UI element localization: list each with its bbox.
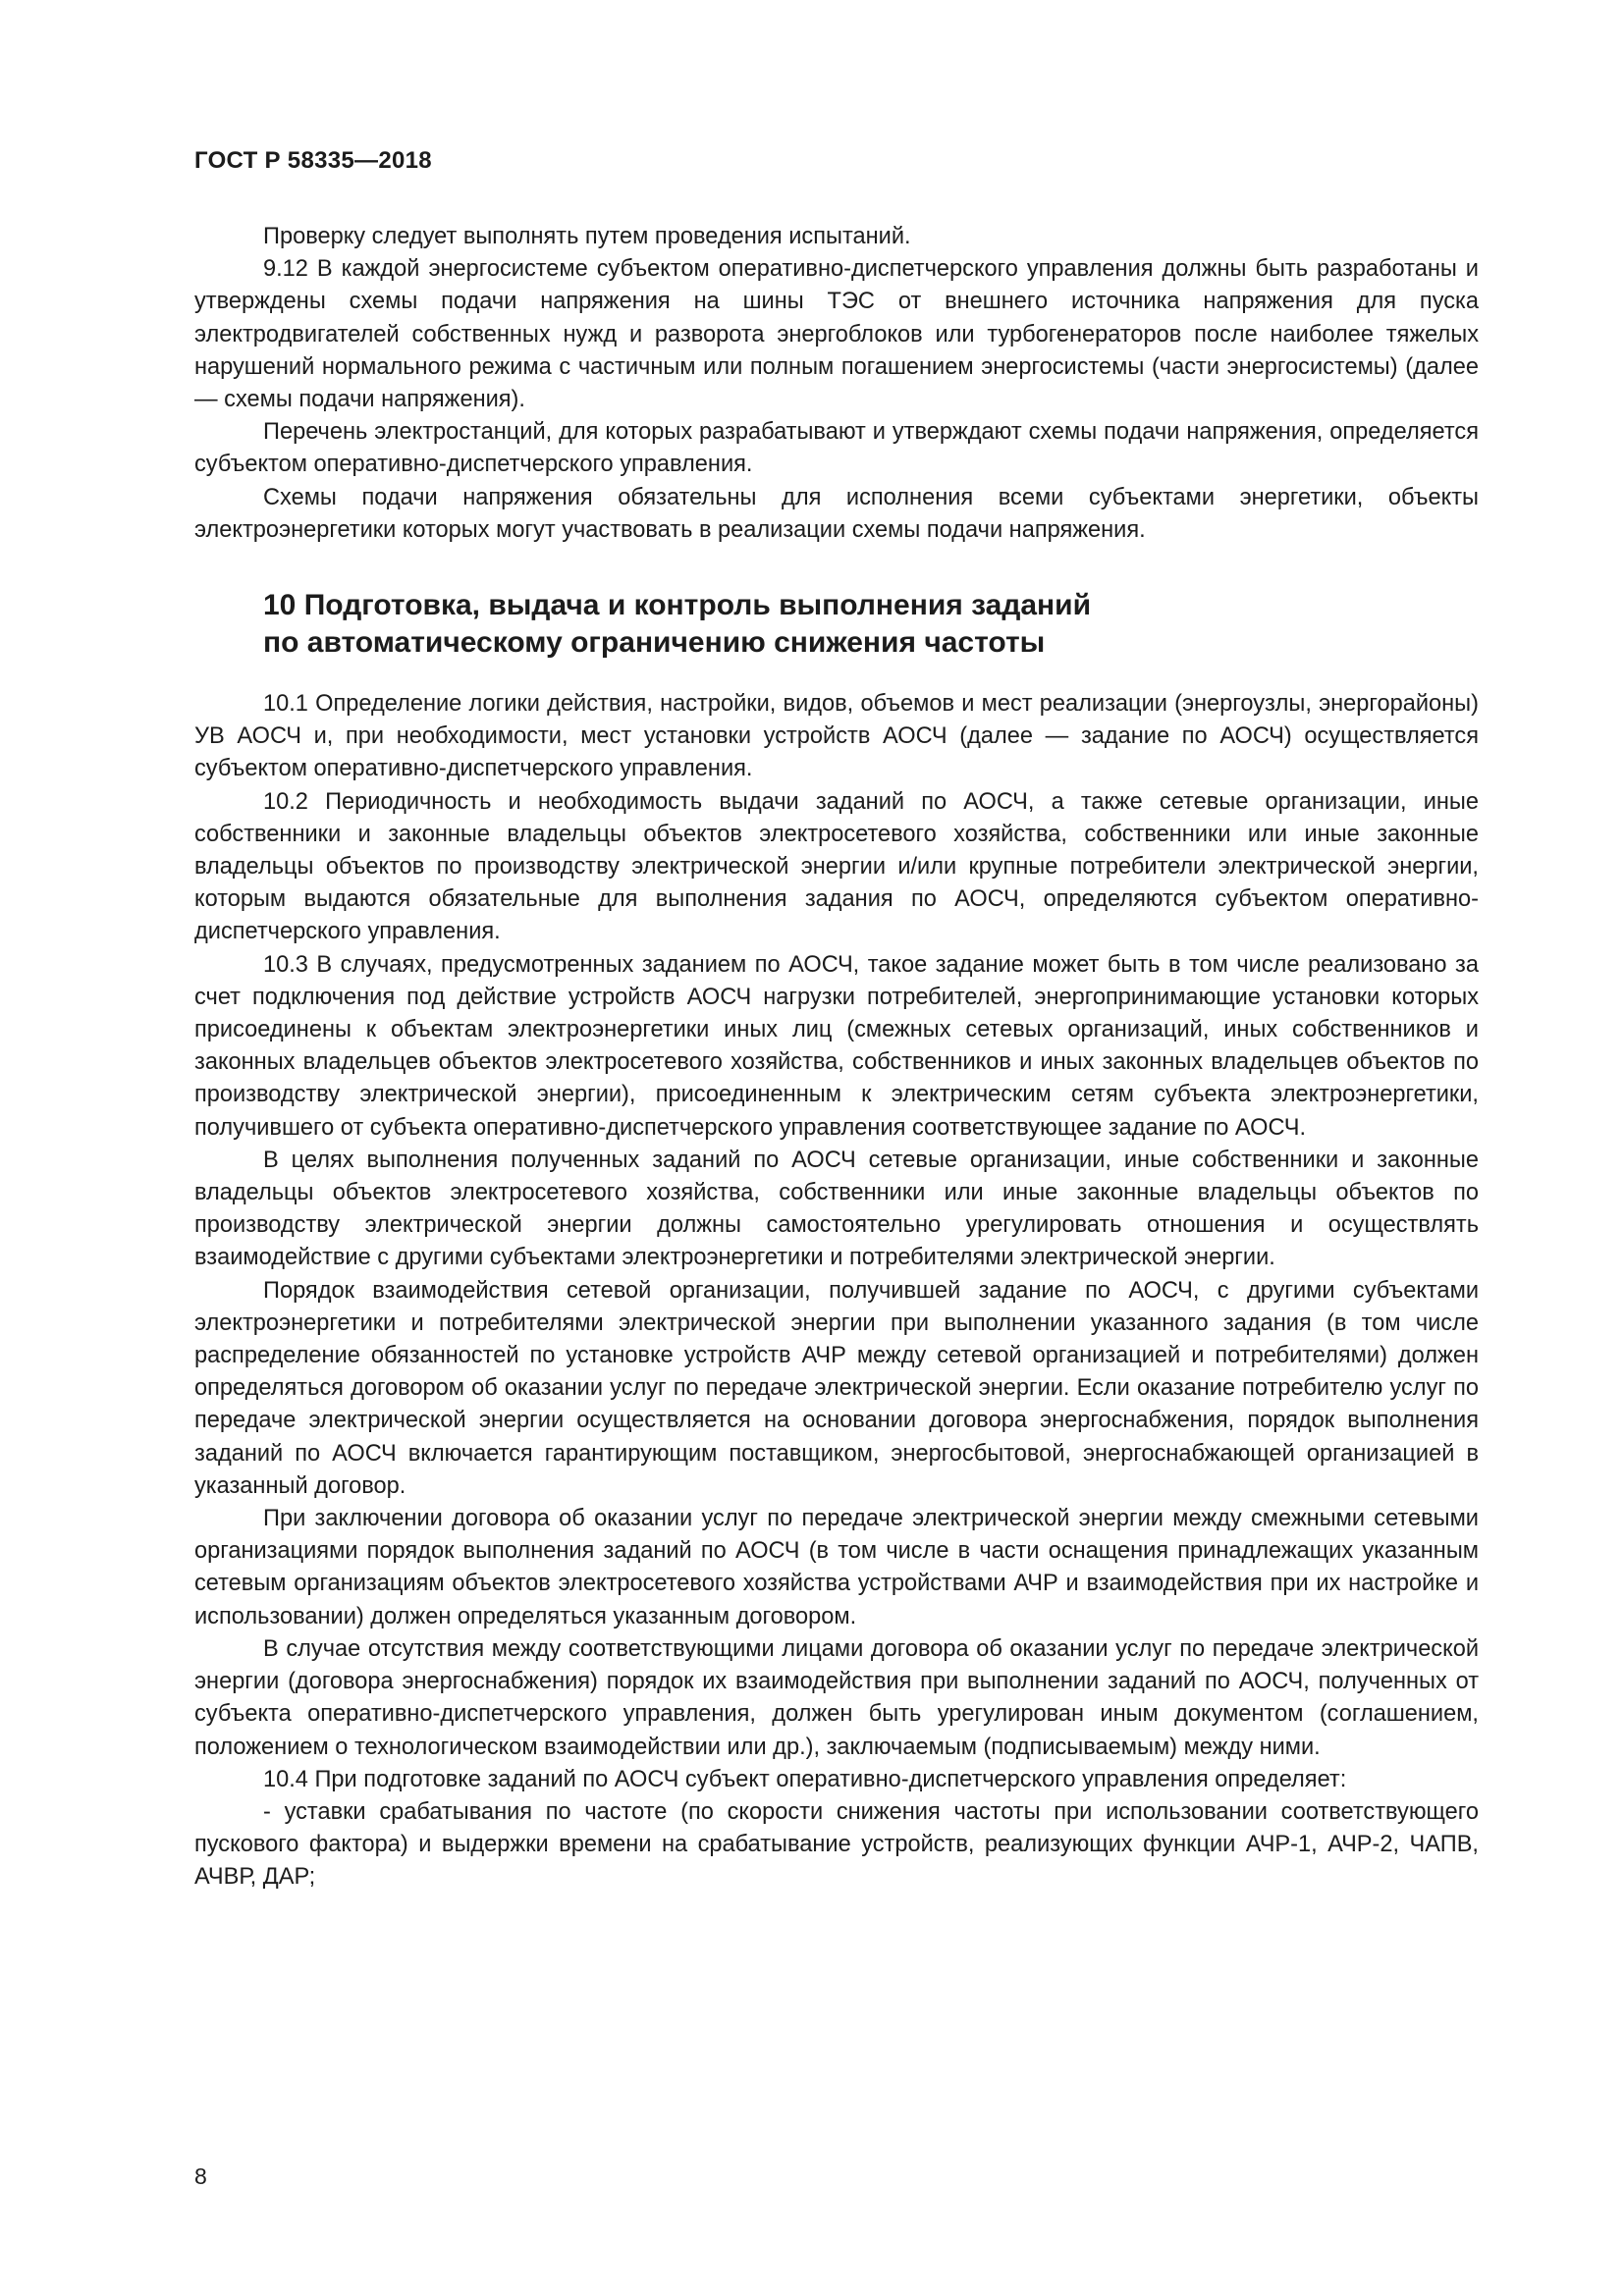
paragraph-10-3: 10.3 В случаях, предусмотренных заданием по АОСЧ, такое задание может быть в том числе реализовано за счет подключения под действие устройств АОСЧ нагрузки потребителей, энергопринимающие установки которых присоединены к объектам электроэнергетики иных лиц (смежных сетевых организаций, иных собственников и законных владельцев объектов электросетевого хозяйства, собственников и иных законных владельцев объектов по производству электрической энергии), присоединенным к электрическим сетям субъекта электроэнергетики, получившего от субъекта оперативно-диспетчерского управления соответствующее задание по АОСЧ.	[194, 951, 1479, 1141]
paragraph: В случае отсутствия между соответствующими лицами договора об оказании услуг по передаче электрической энергии (договора энергоснабжения) порядок их взаимодействия при выполнении заданий по АОСЧ, полученных от субъекта оперативно-диспетчерского управления, должен быть урегулирован иным документом (соглашением, положением о технологическом взаимодействии или др.), заключаемым (подписываемым) между ними.	[194, 1635, 1479, 1760]
paragraph-10-4: 10.4 При подготовке заданий по АОСЧ субъект оперативно-диспетчерского управления определяет:	[263, 1766, 1347, 1792]
paragraph-9-12: 9.12 В каждой энергосистеме субъектом оперативно-диспетчерского управления должны быть разработаны и утверждены схемы подачи напряжения на шины ТЭС от внешнего источника напряжения для пуска электродвигателей собственных нужд и разворота энергоблоков или турбогенераторов после наиболее тяжелых нарушений нормального режима с частичным или полным погашением энергосистемы (части энергосистемы) (далее — схемы подачи напряжения).	[194, 256, 1479, 413]
document-code: ГОСТ Р 58335—2018	[194, 147, 432, 174]
section-heading-line-2: по автоматическому ограничению снижения частоты	[263, 626, 1046, 659]
paragraph: В целях выполнения полученных заданий по АОСЧ сетевые организации, иные собственники и законные владельцы объектов электросетевого хозяйства, собственники или иные законные владельцы объектов по производству электрической энергии должны самостоятельно урегулировать отношения и осуществлять взаимодействие с другими субъектами электроэнергетики и потребителями электрической энергии.	[194, 1147, 1479, 1271]
paragraph-10-1: 10.1 Определение логики действия, настройки, видов, объемов и мест реализации (энергоузлы, энергорайоны) УВ АОСЧ и, при необходимости, мест установки устройств АОСЧ (далее — задание по АОСЧ) осуществляется субъектом оперативно-диспетчерского управления.	[194, 691, 1479, 782]
paragraph: Схемы подачи напряжения обязательны для исполнения всеми субъектами энергетики, объекты электроэнергетики которых могут участвовать в реализации схемы подачи напряжения.	[194, 484, 1479, 543]
section-10-heading	[263, 587, 1441, 662]
text-block-9-12	[194, 221, 1479, 547]
paragraph: Проверку следует выполнять путем проведения испытаний.	[263, 224, 911, 249]
section-heading-line-1: 10 Подготовка, выдача и контроль выполнения заданий	[263, 589, 1092, 621]
list-item: - уставки срабатывания по частоте (по скорости снижения частоты при использовании соответствующего пускового фактора) и выдержки времени на срабатывание устройств, реализующих функции АЧР-1, АЧР-2, ЧАПВ, АЧВР, ДАР;	[194, 1798, 1479, 1891]
paragraph-10-2: 10.2 Периодичность и необходимость выдачи заданий по АОСЧ, а также сетевые организации, иные собственники и законные владельцы объектов электросетевого хозяйства, собственники или иные законные владельцы объектов по производству электрической энергии и/или крупные потребители электрической энергии, которым выдаются обязательные для выполнения задания по АОСЧ, определяются субъектом оперативно-диспетчерского управления.	[194, 788, 1479, 945]
text-block-section-10	[194, 688, 1479, 1895]
paragraph: Перечень электростанций, для которых разрабатывают и утверждают схемы подачи напряжения, определяется субъектом оперативно-диспетчерского управления.	[194, 419, 1479, 478]
paragraph: При заключении договора об оказании услуг по передаче электрической энергии между смежными сетевыми организациями порядок выполнения заданий по АОСЧ (в том числе в части оснащения принадлежащих указанным сетевым организациям объектов электросетевого хозяйства устройствами АЧР и взаимодействия при их настройке и использовании) должен определяться указанным договором.	[194, 1506, 1479, 1629]
page-number: 8	[194, 2163, 207, 2189]
paragraph: Порядок взаимодействия сетевой организации, получившей задание по АОСЧ, с другими субъектами электроэнергетики и потребителями электрической энергии при выполнении указанного задания (в том числе распределение обязанностей по установке устройств АЧР между сетевой организацией и потребителями) должен определяться договором об оказании услуг по передаче электрической энергии. Если оказание потребителю услуг по передаче электрической энергии осуществляется на основании договора энергоснабжения, порядок выполнения заданий по АОСЧ включается гарантирующим поставщиком, энергосбытовой, энергоснабжающей организацией в указанный договор.	[194, 1277, 1479, 1499]
